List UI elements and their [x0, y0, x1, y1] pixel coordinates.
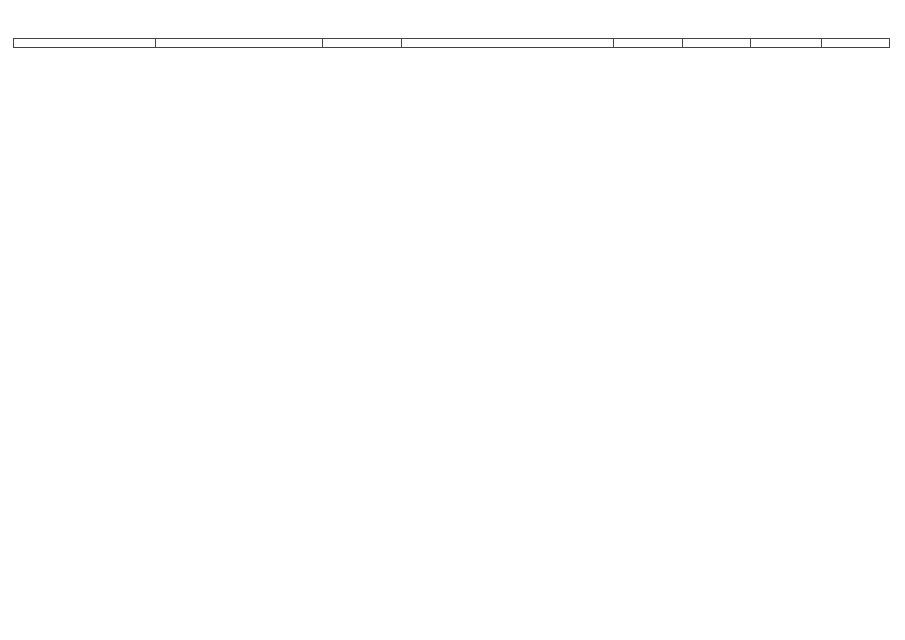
total-empty-cell [402, 39, 614, 48]
total-empty-cell [614, 39, 683, 48]
total-empty-cell [323, 39, 402, 48]
total-rate [751, 39, 822, 48]
total-value [822, 39, 890, 48]
total-row [14, 39, 890, 48]
total-area [683, 39, 751, 48]
total-label [14, 39, 156, 48]
land-plots-table [13, 38, 890, 48]
total-empty-cell [156, 39, 323, 48]
table-body-total [14, 39, 890, 48]
